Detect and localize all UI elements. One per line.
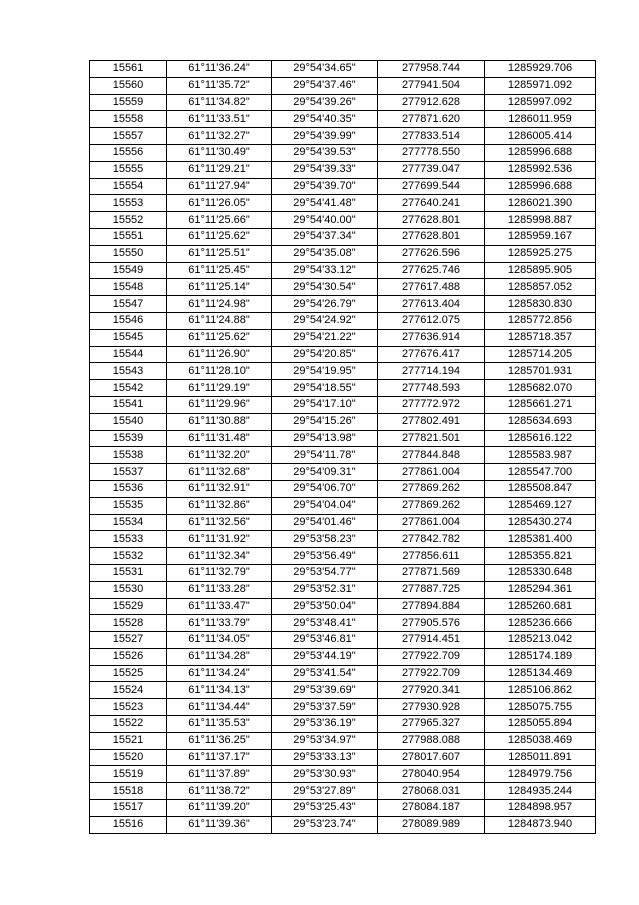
longitude-cell: 29°54'20.85"	[272, 346, 378, 363]
table-row	[90, 111, 596, 128]
longitude-cell: 29°54'09.31"	[272, 464, 378, 481]
point-number-cell: 15530	[90, 581, 167, 598]
point-number-cell: 15544	[90, 346, 167, 363]
y-coordinate-cell: 1285236.666	[485, 615, 596, 632]
latitude-cell: 61°11'30.49"	[167, 144, 272, 161]
point-number-cell: 15556	[90, 144, 167, 161]
longitude-cell: 29°54'24.92"	[272, 312, 378, 329]
table-row	[90, 195, 596, 212]
table-row	[90, 615, 596, 632]
table-row	[90, 363, 596, 380]
table-row	[90, 749, 596, 766]
longitude-cell: 29°54'37.46"	[272, 77, 378, 94]
table-row	[90, 346, 596, 363]
y-coordinate-cell: 1285971.092	[485, 77, 596, 94]
point-number-cell: 15559	[90, 94, 167, 111]
table-row	[90, 598, 596, 615]
y-coordinate-cell: 1286005.414	[485, 128, 596, 145]
table-row	[90, 632, 596, 649]
point-number-cell: 15539	[90, 430, 167, 447]
y-coordinate-cell: 1285661.271	[485, 396, 596, 413]
x-coordinate-cell: 277958.744	[378, 61, 485, 78]
table-row	[90, 396, 596, 413]
x-coordinate-cell: 277714.194	[378, 363, 485, 380]
y-coordinate-cell: 1285294.361	[485, 581, 596, 598]
y-coordinate-cell: 1284935.244	[485, 783, 596, 800]
latitude-cell: 61°11'34.28"	[167, 648, 272, 665]
y-coordinate-cell: 1285055.894	[485, 716, 596, 733]
longitude-cell: 29°54'26.79"	[272, 296, 378, 313]
y-coordinate-cell: 1285925.275	[485, 245, 596, 262]
longitude-cell: 29°53'44.19"	[272, 648, 378, 665]
latitude-cell: 61°11'26.90"	[167, 346, 272, 363]
point-number-cell: 15560	[90, 77, 167, 94]
table-row	[90, 262, 596, 279]
longitude-cell: 29°54'11.78"	[272, 447, 378, 464]
y-coordinate-cell: 1286011.959	[485, 111, 596, 128]
x-coordinate-cell: 277930.928	[378, 699, 485, 716]
latitude-cell: 61°11'32.56"	[167, 514, 272, 531]
longitude-cell: 29°54'39.99"	[272, 128, 378, 145]
point-number-cell: 15517	[90, 800, 167, 817]
latitude-cell: 61°11'32.27"	[167, 128, 272, 145]
latitude-cell: 61°11'33.28"	[167, 581, 272, 598]
x-coordinate-cell: 277914.451	[378, 632, 485, 649]
y-coordinate-cell: 1285038.469	[485, 732, 596, 749]
longitude-cell: 29°53'50.04"	[272, 598, 378, 615]
longitude-cell: 29°53'25.43"	[272, 800, 378, 817]
table-row	[90, 564, 596, 581]
x-coordinate-cell: 277640.241	[378, 195, 485, 212]
x-coordinate-cell: 277628.801	[378, 228, 485, 245]
x-coordinate-cell: 277920.341	[378, 682, 485, 699]
latitude-cell: 61°11'30.88"	[167, 413, 272, 430]
table-row	[90, 682, 596, 699]
latitude-cell: 61°11'36.25"	[167, 732, 272, 749]
table-row	[90, 665, 596, 682]
y-coordinate-cell: 1284979.756	[485, 766, 596, 783]
longitude-cell: 29°54'04.04"	[272, 497, 378, 514]
x-coordinate-cell: 277699.544	[378, 178, 485, 195]
longitude-cell: 29°54'33.12"	[272, 262, 378, 279]
point-number-cell: 15526	[90, 648, 167, 665]
x-coordinate-cell: 277871.569	[378, 564, 485, 581]
table-row	[90, 464, 596, 481]
table-row	[90, 413, 596, 430]
latitude-cell: 61°11'32.20"	[167, 447, 272, 464]
table-row	[90, 296, 596, 313]
table-row	[90, 161, 596, 178]
point-number-cell: 15557	[90, 128, 167, 145]
y-coordinate-cell: 1285714.205	[485, 346, 596, 363]
y-coordinate-cell: 1285213.042	[485, 632, 596, 649]
point-number-cell: 15540	[90, 413, 167, 430]
point-number-cell: 15529	[90, 598, 167, 615]
longitude-cell: 29°54'37.34"	[272, 228, 378, 245]
longitude-cell: 29°54'01.46"	[272, 514, 378, 531]
x-coordinate-cell: 277778.550	[378, 144, 485, 161]
y-coordinate-cell: 1286021.390	[485, 195, 596, 212]
longitude-cell: 29°54'18.55"	[272, 380, 378, 397]
latitude-cell: 61°11'39.36"	[167, 816, 272, 833]
longitude-cell: 29°54'41.48"	[272, 195, 378, 212]
point-number-cell: 15524	[90, 682, 167, 699]
y-coordinate-cell: 1285011.891	[485, 749, 596, 766]
x-coordinate-cell: 277842.782	[378, 531, 485, 548]
point-number-cell: 15525	[90, 665, 167, 682]
point-number-cell: 15520	[90, 749, 167, 766]
latitude-cell: 61°11'27.94"	[167, 178, 272, 195]
x-coordinate-cell: 277772.972	[378, 396, 485, 413]
latitude-cell: 61°11'25.62"	[167, 228, 272, 245]
table-row	[90, 514, 596, 531]
y-coordinate-cell: 1284898.957	[485, 800, 596, 817]
latitude-cell: 61°11'35.72"	[167, 77, 272, 94]
x-coordinate-cell: 278017.607	[378, 749, 485, 766]
x-coordinate-cell: 277922.709	[378, 665, 485, 682]
x-coordinate-cell: 277844.848	[378, 447, 485, 464]
y-coordinate-cell: 1285992.536	[485, 161, 596, 178]
latitude-cell: 61°11'36.24"	[167, 61, 272, 78]
y-coordinate-cell: 1285996.688	[485, 144, 596, 161]
table-row	[90, 77, 596, 94]
x-coordinate-cell: 277802.491	[378, 413, 485, 430]
latitude-cell: 61°11'34.13"	[167, 682, 272, 699]
table-row	[90, 212, 596, 229]
y-coordinate-cell: 1285701.931	[485, 363, 596, 380]
longitude-cell: 29°54'40.00"	[272, 212, 378, 229]
point-number-cell: 15528	[90, 615, 167, 632]
point-number-cell: 15558	[90, 111, 167, 128]
y-coordinate-cell: 1285959.167	[485, 228, 596, 245]
x-coordinate-cell: 277905.576	[378, 615, 485, 632]
table-row	[90, 497, 596, 514]
point-number-cell: 15516	[90, 816, 167, 833]
longitude-cell: 29°54'34.65"	[272, 61, 378, 78]
y-coordinate-cell: 1285895.905	[485, 262, 596, 279]
point-number-cell: 15561	[90, 61, 167, 78]
longitude-cell: 29°54'17.10"	[272, 396, 378, 413]
latitude-cell: 61°11'25.51"	[167, 245, 272, 262]
point-number-cell: 15542	[90, 380, 167, 397]
longitude-cell: 29°53'27.89"	[272, 783, 378, 800]
latitude-cell: 61°11'25.14"	[167, 279, 272, 296]
latitude-cell: 61°11'34.05"	[167, 632, 272, 649]
x-coordinate-cell: 278089.989	[378, 816, 485, 833]
longitude-cell: 29°54'21.22"	[272, 329, 378, 346]
x-coordinate-cell: 278068.031	[378, 783, 485, 800]
y-coordinate-cell: 1285634.693	[485, 413, 596, 430]
latitude-cell: 61°11'25.66"	[167, 212, 272, 229]
table-row	[90, 380, 596, 397]
point-number-cell: 15523	[90, 699, 167, 716]
x-coordinate-cell: 277922.709	[378, 648, 485, 665]
y-coordinate-cell: 1285929.706	[485, 61, 596, 78]
point-number-cell: 15553	[90, 195, 167, 212]
latitude-cell: 61°11'32.79"	[167, 564, 272, 581]
y-coordinate-cell: 1285469.127	[485, 497, 596, 514]
longitude-cell: 29°54'35.08"	[272, 245, 378, 262]
longitude-cell: 29°53'36.19"	[272, 716, 378, 733]
latitude-cell: 61°11'37.17"	[167, 749, 272, 766]
table-row	[90, 228, 596, 245]
x-coordinate-cell: 277869.262	[378, 497, 485, 514]
y-coordinate-cell: 1285718.357	[485, 329, 596, 346]
y-coordinate-cell: 1285997.092	[485, 94, 596, 111]
table-row	[90, 716, 596, 733]
y-coordinate-cell: 1285381.400	[485, 531, 596, 548]
table-row	[90, 648, 596, 665]
latitude-cell: 61°11'25.45"	[167, 262, 272, 279]
y-coordinate-cell: 1285260.681	[485, 598, 596, 615]
table-row	[90, 312, 596, 329]
point-number-cell: 15548	[90, 279, 167, 296]
point-number-cell: 15521	[90, 732, 167, 749]
point-number-cell: 15527	[90, 632, 167, 649]
point-number-cell: 15535	[90, 497, 167, 514]
point-number-cell: 15531	[90, 564, 167, 581]
longitude-cell: 29°53'37.59"	[272, 699, 378, 716]
point-number-cell: 15532	[90, 548, 167, 565]
longitude-cell: 29°54'39.53"	[272, 144, 378, 161]
x-coordinate-cell: 277821.501	[378, 430, 485, 447]
x-coordinate-cell: 277748.593	[378, 380, 485, 397]
longitude-cell: 29°53'48.41"	[272, 615, 378, 632]
x-coordinate-cell: 277625.746	[378, 262, 485, 279]
x-coordinate-cell: 277912.628	[378, 94, 485, 111]
latitude-cell: 61°11'33.79"	[167, 615, 272, 632]
x-coordinate-cell: 277636.914	[378, 329, 485, 346]
x-coordinate-cell: 277894.884	[378, 598, 485, 615]
y-coordinate-cell: 1285583.987	[485, 447, 596, 464]
point-number-cell: 15543	[90, 363, 167, 380]
table-row	[90, 144, 596, 161]
x-coordinate-cell: 277628.801	[378, 212, 485, 229]
table-row	[90, 531, 596, 548]
x-coordinate-cell: 278084.187	[378, 800, 485, 817]
point-number-cell: 15550	[90, 245, 167, 262]
point-number-cell: 15549	[90, 262, 167, 279]
latitude-cell: 61°11'33.51"	[167, 111, 272, 128]
y-coordinate-cell: 1285857.052	[485, 279, 596, 296]
longitude-cell: 29°54'30.54"	[272, 279, 378, 296]
latitude-cell: 61°11'25.62"	[167, 329, 272, 346]
longitude-cell: 29°54'39.26"	[272, 94, 378, 111]
x-coordinate-cell: 277626.596	[378, 245, 485, 262]
longitude-cell: 29°54'13.98"	[272, 430, 378, 447]
longitude-cell: 29°54'40.35"	[272, 111, 378, 128]
latitude-cell: 61°11'33.47"	[167, 598, 272, 615]
table-row	[90, 430, 596, 447]
longitude-cell: 29°54'19.95"	[272, 363, 378, 380]
latitude-cell: 61°11'31.92"	[167, 531, 272, 548]
y-coordinate-cell: 1285772.856	[485, 312, 596, 329]
x-coordinate-cell: 277676.417	[378, 346, 485, 363]
point-number-cell: 15555	[90, 161, 167, 178]
x-coordinate-cell: 277617.488	[378, 279, 485, 296]
latitude-cell: 61°11'37.89"	[167, 766, 272, 783]
point-number-cell: 15534	[90, 514, 167, 531]
longitude-cell: 29°53'52.31"	[272, 581, 378, 598]
latitude-cell: 61°11'39.20"	[167, 800, 272, 817]
table-row	[90, 329, 596, 346]
point-number-cell: 15519	[90, 766, 167, 783]
point-number-cell: 15538	[90, 447, 167, 464]
longitude-cell: 29°53'33.13"	[272, 749, 378, 766]
x-coordinate-cell: 277739.047	[378, 161, 485, 178]
point-number-cell: 15533	[90, 531, 167, 548]
point-number-cell: 15518	[90, 783, 167, 800]
x-coordinate-cell: 277941.504	[378, 77, 485, 94]
table-row	[90, 732, 596, 749]
x-coordinate-cell: 277965.327	[378, 716, 485, 733]
table-row	[90, 128, 596, 145]
table-row	[90, 245, 596, 262]
longitude-cell: 29°54'06.70"	[272, 480, 378, 497]
latitude-cell: 61°11'38.72"	[167, 783, 272, 800]
coordinates-table-body	[90, 61, 596, 834]
point-number-cell: 15546	[90, 312, 167, 329]
point-number-cell: 15551	[90, 228, 167, 245]
latitude-cell: 61°11'32.68"	[167, 464, 272, 481]
table-row	[90, 94, 596, 111]
latitude-cell: 61°11'32.34"	[167, 548, 272, 565]
point-number-cell: 15536	[90, 480, 167, 497]
x-coordinate-cell: 277861.004	[378, 464, 485, 481]
latitude-cell: 61°11'35.53"	[167, 716, 272, 733]
y-coordinate-cell: 1285134.469	[485, 665, 596, 682]
y-coordinate-cell: 1285355.821	[485, 548, 596, 565]
latitude-cell: 61°11'29.21"	[167, 161, 272, 178]
x-coordinate-cell: 278040.954	[378, 766, 485, 783]
x-coordinate-cell: 277861.004	[378, 514, 485, 531]
longitude-cell: 29°54'39.70"	[272, 178, 378, 195]
x-coordinate-cell: 277887.725	[378, 581, 485, 598]
latitude-cell: 61°11'34.44"	[167, 699, 272, 716]
point-number-cell: 15552	[90, 212, 167, 229]
longitude-cell: 29°54'15.26"	[272, 413, 378, 430]
table-row	[90, 783, 596, 800]
coordinates-table	[89, 60, 596, 834]
latitude-cell: 61°11'26.05"	[167, 195, 272, 212]
y-coordinate-cell: 1284873.940	[485, 816, 596, 833]
x-coordinate-cell: 277833.514	[378, 128, 485, 145]
latitude-cell: 61°11'24.98"	[167, 296, 272, 313]
x-coordinate-cell: 277856.611	[378, 548, 485, 565]
longitude-cell: 29°53'54.77"	[272, 564, 378, 581]
longitude-cell: 29°53'58.23"	[272, 531, 378, 548]
y-coordinate-cell: 1285174.189	[485, 648, 596, 665]
latitude-cell: 61°11'29.96"	[167, 396, 272, 413]
point-number-cell: 15547	[90, 296, 167, 313]
point-number-cell: 15541	[90, 396, 167, 413]
latitude-cell: 61°11'34.82"	[167, 94, 272, 111]
table-row	[90, 480, 596, 497]
longitude-cell: 29°53'34.97"	[272, 732, 378, 749]
x-coordinate-cell: 277613.404	[378, 296, 485, 313]
longitude-cell: 29°53'23.74"	[272, 816, 378, 833]
table-row	[90, 447, 596, 464]
point-number-cell: 15554	[90, 178, 167, 195]
x-coordinate-cell: 277871.620	[378, 111, 485, 128]
y-coordinate-cell: 1285996.688	[485, 178, 596, 195]
y-coordinate-cell: 1285547.700	[485, 464, 596, 481]
longitude-cell: 29°53'56.49"	[272, 548, 378, 565]
longitude-cell: 29°53'30.93"	[272, 766, 378, 783]
table-row	[90, 279, 596, 296]
y-coordinate-cell: 1285682.070	[485, 380, 596, 397]
table-row	[90, 816, 596, 833]
latitude-cell: 61°11'24.88"	[167, 312, 272, 329]
latitude-cell: 61°11'28.10"	[167, 363, 272, 380]
latitude-cell: 61°11'31.48"	[167, 430, 272, 447]
y-coordinate-cell: 1285508.847	[485, 480, 596, 497]
y-coordinate-cell: 1285106.862	[485, 682, 596, 699]
y-coordinate-cell: 1285830.830	[485, 296, 596, 313]
latitude-cell: 61°11'32.86"	[167, 497, 272, 514]
longitude-cell: 29°54'39.33"	[272, 161, 378, 178]
table-row	[90, 800, 596, 817]
latitude-cell: 61°11'32.91"	[167, 480, 272, 497]
table-row	[90, 178, 596, 195]
table-row	[90, 61, 596, 78]
longitude-cell: 29°53'39.69"	[272, 682, 378, 699]
y-coordinate-cell: 1285330.648	[485, 564, 596, 581]
point-number-cell: 15537	[90, 464, 167, 481]
table-row	[90, 766, 596, 783]
y-coordinate-cell: 1285998.887	[485, 212, 596, 229]
longitude-cell: 29°53'41.54"	[272, 665, 378, 682]
y-coordinate-cell: 1285616.122	[485, 430, 596, 447]
y-coordinate-cell: 1285430.274	[485, 514, 596, 531]
point-number-cell: 15545	[90, 329, 167, 346]
table-row	[90, 548, 596, 565]
latitude-cell: 61°11'34.24"	[167, 665, 272, 682]
longitude-cell: 29°53'46.81"	[272, 632, 378, 649]
x-coordinate-cell: 277612.075	[378, 312, 485, 329]
y-coordinate-cell: 1285075.755	[485, 699, 596, 716]
table-row	[90, 699, 596, 716]
latitude-cell: 61°11'29.19"	[167, 380, 272, 397]
x-coordinate-cell: 277869.262	[378, 480, 485, 497]
table-row	[90, 581, 596, 598]
point-number-cell: 15522	[90, 716, 167, 733]
x-coordinate-cell: 277988.088	[378, 732, 485, 749]
